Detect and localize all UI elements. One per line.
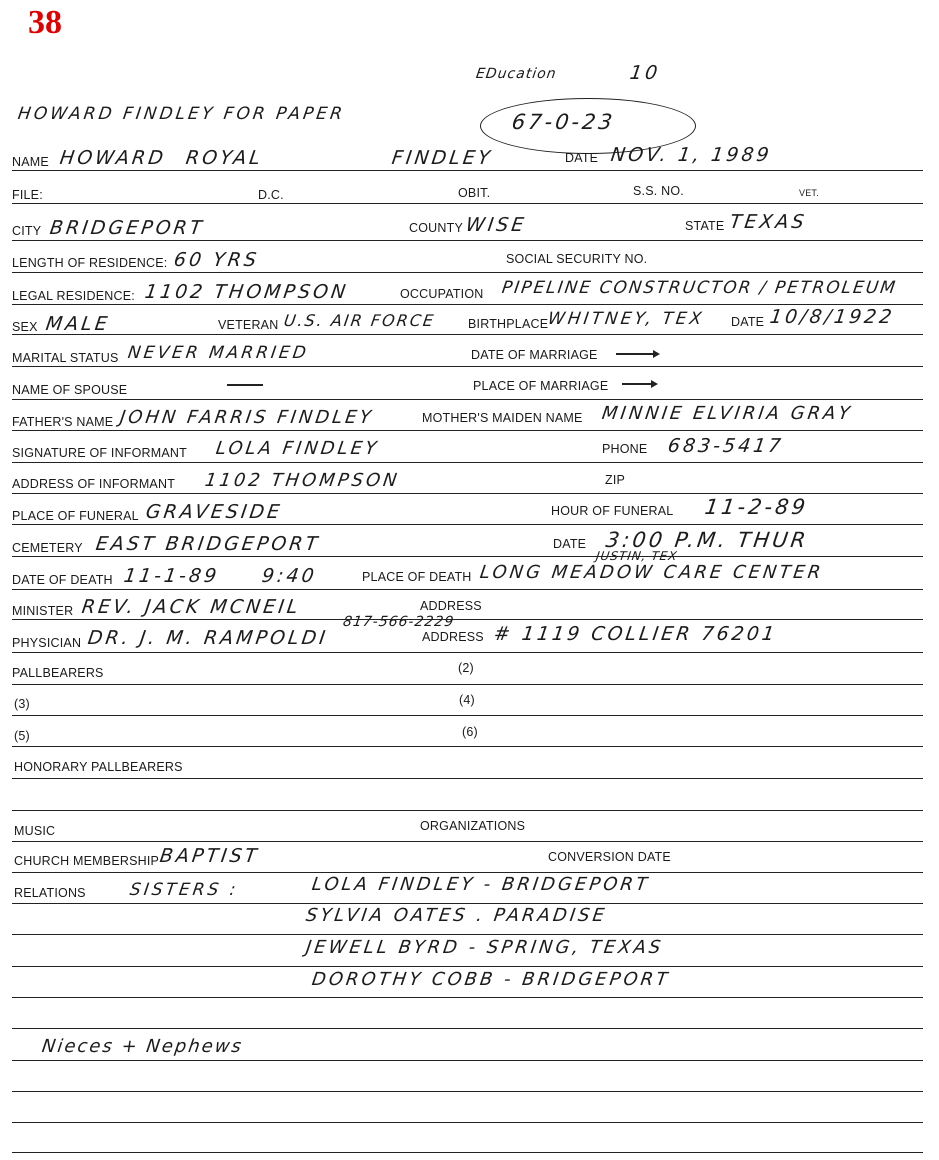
veteran-value: U.S. AIR FORCE (282, 311, 437, 330)
address-label: ADDRESS (420, 599, 482, 613)
music-label: MUSIC (14, 824, 56, 838)
dash-mark (227, 384, 263, 386)
dash-mark (622, 383, 652, 385)
place-of-funeral-label: PLACE OF FUNERAL (12, 509, 139, 523)
legal-residence-label: LEGAL RESIDENCE: (12, 289, 135, 303)
place-of-death-value: LONG MEADOW CARE CENTER (478, 562, 825, 583)
sex-value: MALE (44, 313, 112, 335)
conversion-date-label: CONVERSION DATE (548, 850, 671, 864)
place-of-marriage-label: PLACE OF MARRIAGE (473, 379, 609, 393)
nieces-nephews-note: Nieces + Nephews (40, 1036, 245, 1057)
relation-item: SYLVIA OATES . PARADISE (304, 905, 609, 926)
education-label: EDucation (474, 66, 558, 82)
physician-phone-value: 817-566-2229 (341, 614, 456, 630)
county-label: COUNTY (409, 221, 463, 235)
birthplace-label: BIRTHPLACE (468, 317, 549, 331)
social-security-no-label: SOCIAL SECURITY NO. (506, 252, 648, 266)
file-label: FILE: (12, 188, 43, 202)
rule (12, 684, 923, 685)
relations-label: RELATIONS (14, 886, 86, 900)
dc-label: D.C. (258, 188, 284, 202)
rule (12, 1152, 923, 1153)
rule (12, 1122, 923, 1123)
phone-value: 683-5417 (666, 435, 786, 457)
rule (12, 493, 923, 494)
relation-item: LOLA FINDLEY - BRIDGEPORT (310, 874, 652, 895)
relations-heading: SISTERS : (128, 880, 240, 900)
rule (12, 934, 923, 935)
legal-residence-value: 1102 THOMPSON (143, 281, 350, 303)
rule (12, 810, 923, 811)
organizations-label: ORGANIZATIONS (420, 819, 526, 833)
date-of-death-label: DATE OF DEATH (12, 573, 113, 587)
mothers-maiden-name-label: MOTHER'S MAIDEN NAME (422, 411, 583, 425)
rule (12, 399, 923, 400)
education-value: 10 (628, 62, 662, 84)
hour-of-funeral-label: HOUR OF FUNERAL (551, 504, 674, 518)
city-label: CITY (12, 224, 42, 238)
place-of-death-label: PLACE OF DEATH (362, 570, 472, 584)
pallbearer-5-label: (5) (14, 729, 30, 743)
cemetery-date-value: 3:00 P.M. THUR (604, 528, 811, 552)
physician-label: PHYSICIAN (12, 636, 82, 650)
phone-label: PHONE (602, 442, 648, 456)
state-value: TEXAS (728, 211, 809, 233)
rule (12, 778, 923, 779)
ssno-label: S.S. NO. (633, 184, 684, 198)
vet-label: VET. (799, 188, 819, 198)
physician-address-value: # 1119 COLLIER 76201 (492, 623, 779, 645)
marital-status-value: NEVER MARRIED (126, 343, 311, 363)
length-of-residence-value: 60 YRS (172, 249, 261, 271)
honorary-pallbearers-label: HONORARY PALLBEARERS (14, 760, 183, 774)
minister-label: MINISTER (12, 604, 74, 618)
time-of-death-value: 9:40 (260, 565, 319, 587)
address-of-informant-value: 1102 THOMPSON (203, 470, 402, 491)
signature-of-informant-label: SIGNATURE OF INFORMANT (12, 446, 187, 460)
signature-of-informant-value: LOLA FINDLEY (214, 438, 381, 459)
physician-value: DR. J. M. RAMPOLDI (86, 627, 330, 649)
rule (12, 715, 923, 716)
rule (12, 556, 923, 557)
pallbearers-label: PALLBEARERS (12, 666, 104, 680)
rule (12, 966, 923, 967)
first-name-value: HOWARD (58, 147, 168, 169)
circled-number: 67-0-23 (510, 110, 617, 134)
date-value: NOV. 1, 1989 (609, 144, 774, 166)
occupation-label: OCCUPATION (400, 287, 484, 301)
place-of-death-note: JUSTIN, TEX (595, 549, 679, 563)
occupation-value: PIPELINE CONSTRUCTOR / PETROLEUM (500, 278, 899, 298)
address-of-informant-label: ADDRESS OF INFORMANT (12, 477, 176, 491)
rule (12, 524, 923, 525)
rule (12, 1028, 923, 1029)
city-value: BRIDGEPORT (48, 217, 206, 239)
relation-item: DOROTHY COBB - BRIDGEPORT (310, 969, 672, 990)
name-of-spouse-label: NAME OF SPOUSE (12, 383, 128, 397)
sex-label: SEX (12, 320, 38, 334)
rule (12, 430, 923, 431)
rule (12, 872, 923, 873)
pallbearer-3-label: (3) (14, 697, 30, 711)
fathers-name-label: FATHER'S NAME (12, 415, 114, 429)
minister-value: REV. JACK MCNEIL (80, 596, 303, 618)
date-label: DATE (565, 151, 599, 165)
rule (12, 997, 923, 998)
rule (12, 652, 923, 653)
birth-date-value: 10/8/1922 (768, 306, 896, 328)
veteran-label: VETERAN (218, 318, 279, 332)
rule (12, 1060, 923, 1061)
rule (12, 203, 923, 204)
birthplace-value: WHITNEY, TEX (546, 309, 706, 329)
last-name-value: FINDLEY (390, 147, 495, 169)
pallbearer-2-label: (2) (458, 661, 474, 675)
page-number: 38 (28, 4, 62, 41)
rule (12, 304, 923, 305)
church-membership-label: CHURCH MEMBERSHIP (14, 854, 160, 868)
rule (12, 841, 923, 842)
rule (12, 366, 923, 367)
rule (12, 589, 923, 590)
name-label: NAME (12, 155, 49, 169)
middle-name-value: ROYAL (184, 147, 265, 169)
dash-mark (616, 353, 654, 355)
county-value: WISE (464, 214, 529, 236)
cemetery-value: EAST BRIDGEPORT (94, 533, 322, 555)
church-membership-value: BAPTIST (158, 845, 261, 867)
rule (12, 1091, 923, 1092)
marital-status-label: MARITAL STATUS (12, 351, 119, 365)
length-of-residence-label: LENGTH OF RESIDENCE: (12, 256, 168, 270)
obit-label: OBIT. (458, 186, 491, 200)
relation-item: JEWELL BYRD - SPRING, TEXAS (304, 937, 665, 958)
rule (12, 903, 923, 904)
fathers-name-value: JOHN FARRIS FINDLEY (118, 407, 376, 428)
date-of-marriage-label: DATE OF MARRIAGE (471, 348, 598, 362)
cemetery-label: CEMETERY (12, 541, 83, 555)
rule (12, 334, 923, 335)
zip-label: ZIP (605, 473, 626, 487)
pallbearer-4-label: (4) (459, 693, 475, 707)
date-of-death-value: 11-1-89 (122, 565, 221, 587)
cemetery-date-label: DATE (553, 537, 587, 551)
physician-address-label: ADDRESS (422, 630, 484, 644)
hour-of-funeral-value: 11-2-89 (703, 495, 810, 519)
mothers-maiden-name-value: MINNIE ELVIRIA GRAY (600, 403, 854, 424)
rule (12, 240, 923, 241)
rule (12, 746, 923, 747)
header-note: HOWARD FINDLEY FOR PAPER (16, 104, 347, 124)
rule (12, 619, 923, 620)
birth-date-label: DATE (731, 315, 765, 329)
pallbearer-6-label: (6) (462, 725, 478, 739)
place-of-funeral-value: GRAVESIDE (144, 501, 284, 523)
rule (12, 462, 923, 463)
state-label: STATE (685, 219, 725, 233)
rule (12, 272, 923, 273)
rule (12, 170, 923, 171)
